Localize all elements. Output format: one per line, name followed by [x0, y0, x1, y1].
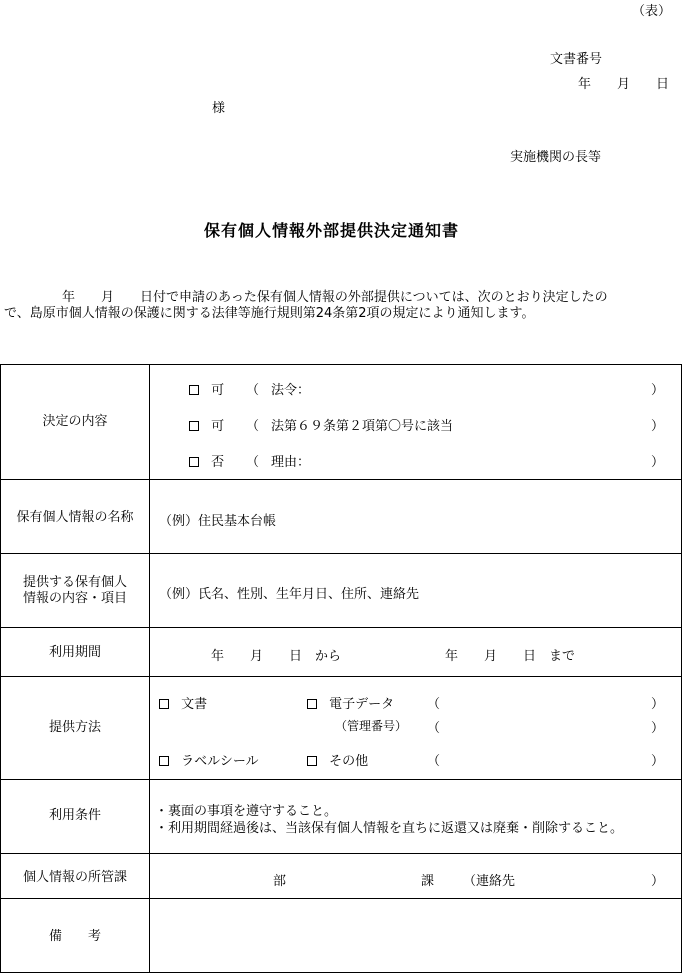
info-content-value: （例）氏名、性別、生年月日、住所、連絡先: [159, 587, 420, 602]
close-paren: ）: [651, 697, 665, 712]
decision-mark: 可: [211, 419, 225, 434]
period-to: 年 月 日 まで: [445, 649, 576, 664]
close-paren: ）: [651, 754, 665, 769]
decision-option-3[interactable]: [189, 451, 224, 470]
row-divider: [1, 479, 681, 480]
info-name-label: 保有個人情報の名称: [16, 510, 134, 525]
condition-line-2: ・利用期間経過後は、当該保有個人情報を直ちに返還又は廃棄・削除すること。: [155, 821, 624, 836]
decision-text: 法第６９条第２項第〇号に該当: [271, 419, 454, 434]
checkbox[interactable]: [159, 756, 169, 766]
method-other-option[interactable]: [307, 750, 368, 769]
info-content-label-2: 情報の内容・項目: [22, 591, 127, 606]
page-title: 保有個人情報外部提供決定通知書: [204, 221, 460, 240]
date-line: 年 月 日: [578, 77, 670, 92]
info-name-value: （例）住民基本台帳: [159, 514, 277, 529]
dept-contact: （連絡先: [463, 874, 516, 889]
open-paren: （: [246, 383, 260, 398]
row-divider: [1, 853, 681, 854]
body-line-2: で、島原市個人情報の保護に関する法律等施行規則第24条第2項の規定により通知します。: [4, 306, 535, 321]
checkbox[interactable]: [307, 756, 317, 766]
open-paren: （: [246, 419, 260, 434]
row-divider: [1, 898, 681, 899]
method-document-label: 文書: [181, 697, 208, 712]
method-electronic-label: 電子データ: [329, 697, 395, 712]
checkbox[interactable]: [159, 699, 169, 709]
open-paren: （: [246, 455, 260, 470]
close-paren: ）: [651, 383, 665, 398]
dept-bu: 部: [273, 874, 287, 889]
checkbox[interactable]: [189, 421, 199, 431]
document-number-label: 文書番号: [550, 52, 603, 67]
close-paren: ）: [651, 721, 665, 736]
period-label: 利用期間: [48, 645, 101, 660]
side-mark: （表）: [632, 4, 672, 19]
remarks-label: 備 考: [48, 929, 101, 944]
method-other-label: その他: [329, 754, 369, 769]
row-divider: [1, 779, 681, 780]
open-paren: （: [427, 754, 441, 769]
checkbox[interactable]: [307, 699, 317, 709]
decision-text: 法令：: [271, 383, 311, 398]
close-paren: ）: [651, 419, 665, 434]
row-divider: [1, 627, 681, 628]
method-label-seal-label: ラベルシール: [181, 754, 259, 769]
method-label: 提供方法: [48, 720, 101, 735]
decision-mark: 可: [211, 383, 225, 398]
decision-option-1[interactable]: [189, 379, 224, 398]
body-line-1: 年 月 日付で申請のあった保有個人情報の外部提供については、次のとおり決定したの: [62, 290, 608, 305]
method-document-option[interactable]: [159, 693, 207, 712]
dept-label: 個人情報の所管課: [22, 870, 127, 885]
decision-text: 理由：: [271, 455, 311, 470]
checkbox[interactable]: [189, 457, 199, 467]
conditions-label: 利用条件: [48, 808, 101, 823]
row-divider: [1, 553, 681, 554]
close-paren: ）: [651, 455, 665, 470]
checkbox[interactable]: [189, 385, 199, 395]
method-electronic-option[interactable]: [307, 693, 394, 712]
decision-option-2[interactable]: [189, 415, 224, 434]
open-paren: （: [427, 721, 441, 736]
decision-mark: 否: [211, 455, 225, 470]
column-divider: [149, 365, 150, 972]
dept-ka: 課: [421, 874, 435, 889]
decision-table: [0, 364, 682, 973]
period-from: 年 月 日 から: [211, 649, 342, 664]
management-number-label: （管理番号）: [335, 719, 408, 733]
issuer: 実施機関の長等: [510, 150, 602, 165]
condition-line-1: ・裏面の事項を遵守すること。: [155, 804, 338, 819]
method-label-seal-option[interactable]: [159, 750, 259, 769]
decision-label: 決定の内容: [42, 414, 108, 429]
open-paren: （: [427, 697, 441, 712]
row-divider: [1, 676, 681, 677]
recipient-honorific: 様: [212, 101, 226, 116]
close-paren: ）: [651, 874, 665, 889]
info-content-label-1: 提供する保有個人: [22, 575, 127, 590]
